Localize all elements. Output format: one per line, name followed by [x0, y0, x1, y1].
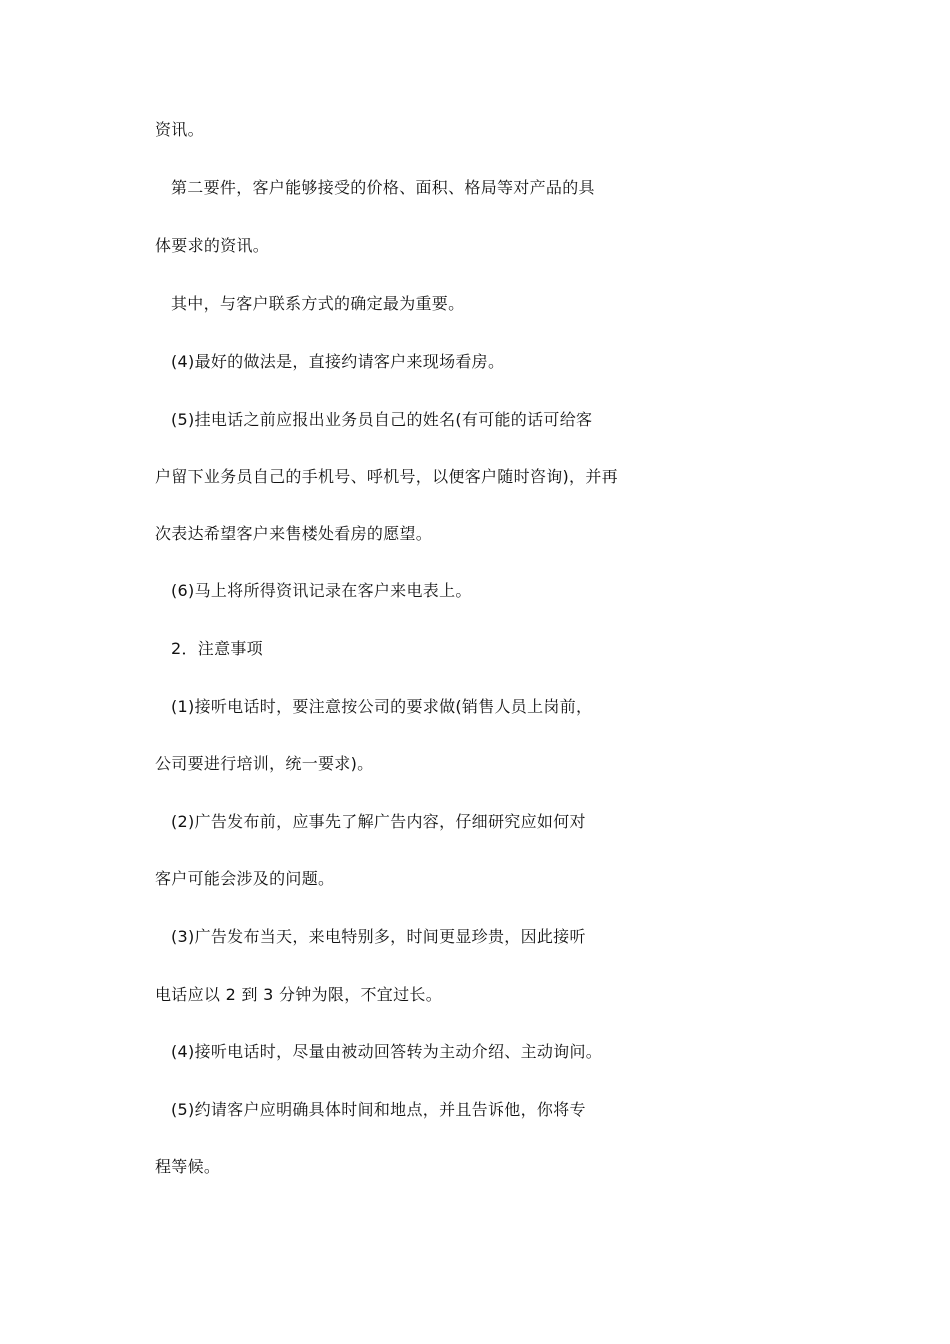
- text-line: 公司要进行培训，统一要求)。: [155, 754, 374, 773]
- text-line: (5)挂电话之前应报出业务员自己的姓名(有可能的话可给客: [171, 410, 593, 429]
- text-line: 程等候。: [155, 1157, 221, 1176]
- text-line: 资讯。: [155, 120, 204, 139]
- text-line: (2)广告发布前，应事先了解广告内容，仔细研究应如何对: [171, 812, 586, 831]
- text-line: 其中，与客户联系方式的确定最为重要。: [171, 294, 465, 313]
- text-line: (6)马上将所得资讯记录在客户来电表上。: [171, 581, 472, 600]
- text-line: (4)接听电话时，尽量由被动回答转为主动介绍、主动询问。: [171, 1042, 603, 1061]
- text-line: 户留下业务员自己的手机号、呼机号，以便客户随时咨询)，并再: [155, 467, 618, 486]
- text-line: 次表达希望客户来售楼处看房的愿望。: [155, 524, 433, 543]
- text-line: 电话应以 2 到 3 分钟为限，不宜过长。: [155, 985, 443, 1004]
- text-line: 第二要件，客户能够接受的价格、面积、格局等对产品的具: [171, 178, 595, 197]
- section-heading: 2．注意事项: [171, 639, 263, 658]
- text-line: 客户可能会涉及的问题。: [155, 869, 335, 888]
- text-line: 体要求的资讯。: [155, 236, 270, 255]
- text-line: (3)广告发布当天，来电特别多，时间更显珍贵，因此接听: [171, 927, 586, 946]
- text-line: (4)最好的做法是，直接约请客户来现场看房。: [171, 352, 505, 371]
- text-line: (1)接听电话时，要注意按公司的要求做(销售人员上岗前，: [171, 697, 593, 716]
- text-line: (5)约请客户应明确具体时间和地点，并且告诉他，你将专: [171, 1100, 586, 1119]
